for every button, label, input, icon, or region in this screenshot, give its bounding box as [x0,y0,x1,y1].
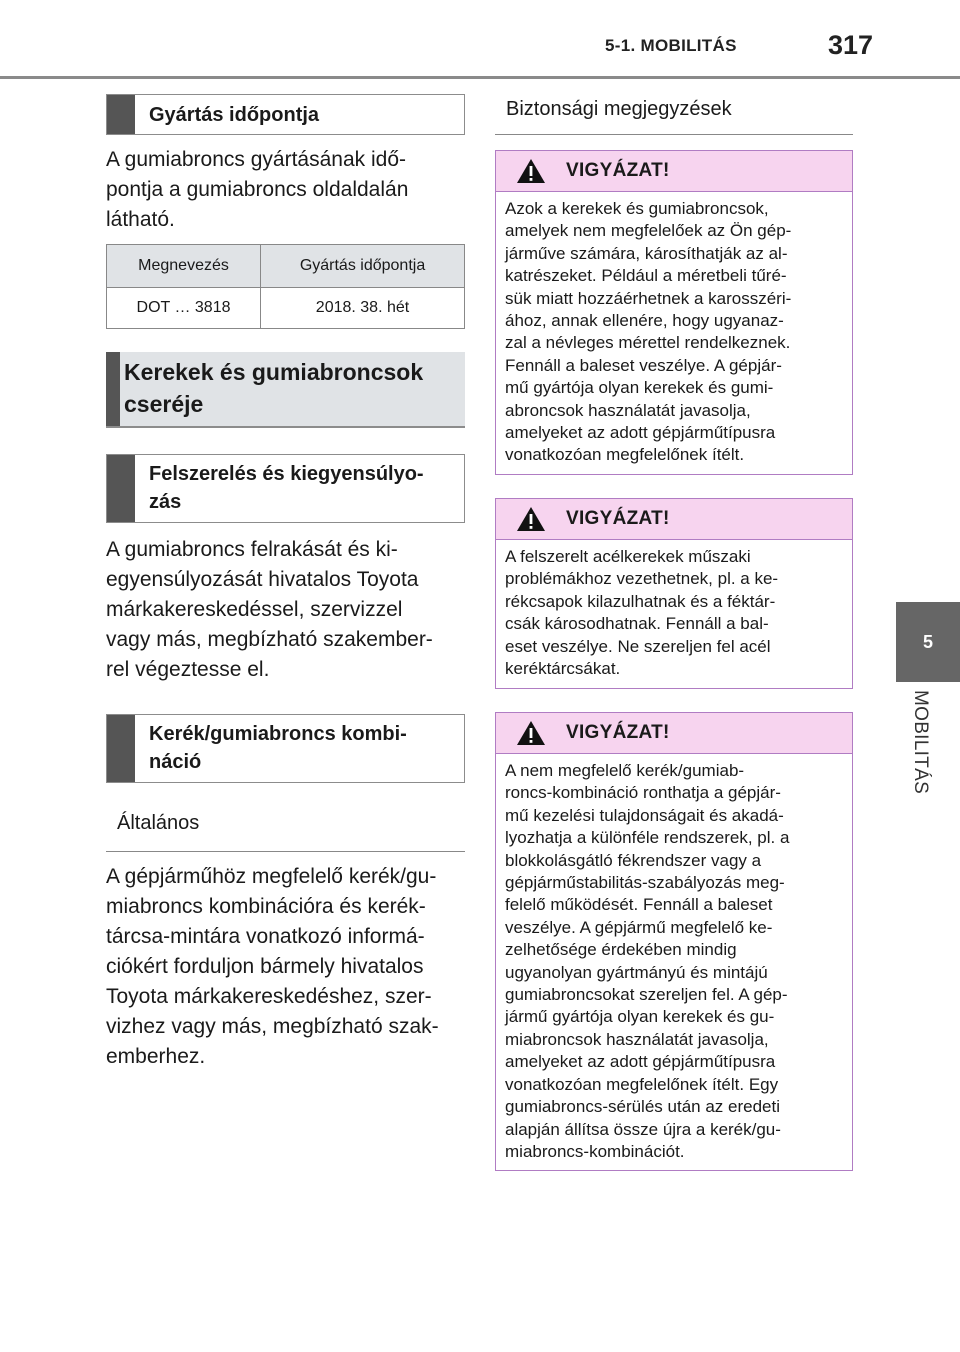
text-line: ugyanolyan gyártmányú és mintájú [505,962,768,982]
text-line: márkakereskedéssel, szervizzel [106,598,403,621]
heading-mounting [106,454,465,523]
text-line: miabroncs-kombinációt. [505,1141,685,1161]
chapter-label-text: MOBILITÁS [910,690,931,795]
text-line: veszélye. A gépjármű megfelelő ke- [505,917,773,937]
warning-body [496,754,852,1163]
heading-line: Kerekek és gumiabroncsok [124,359,424,385]
warning-box [495,498,853,689]
text-line: zelhetősége érdekében mindig [505,940,737,960]
text-line: vonatkozóan megfelelőnek ítélt. [505,445,745,465]
text-line: amelyeket az adott gépjárműtípusra [505,1052,776,1072]
table-cell: DOT … 3818 [107,288,261,329]
text-line: gumiabroncsokat szereljen fel. A gép- [505,985,788,1005]
text-line: amelyek nem megfelelőek az Ön gép- [505,221,792,241]
heading-text [135,455,434,522]
text-line: ciókért forduljon bármely hivatalos [106,955,424,978]
heading-line: Kerék/gumiabroncs kombi- [149,723,407,745]
section-title: 5-1. MOBILITÁS [605,36,737,55]
text-line: emberhez. [106,1045,206,1068]
text-line: miabroncs kombinációra és kerék- [106,895,426,918]
text-line: mű gyártója olyan kerekek és gumi- [505,378,774,398]
heading-line: Felszerelés és kiegyensúlyo- [149,463,424,485]
chapter-tab: 5 [896,602,960,682]
paragraph-manufacture [106,145,465,235]
heading-line: zás [149,491,182,513]
warning-triangle-icon [516,506,546,532]
text-line: felelő működését. Fennáll a baleset [505,895,773,915]
text-line: eset veszélye. Ne szereljen fel acél [505,636,771,656]
text-line: katrészeket. Például a méretbeli tűré- [505,266,787,286]
text-line: rékcsapok kilazulhatnak és a féktár- [505,591,776,611]
chapter-label [880,690,960,840]
text-line: zal a névleges mérettel rendelkeznek. [505,333,791,353]
warning-body [496,192,852,467]
dot-table [106,244,465,329]
text-line: A gumiabroncs felrakását és ki- [106,538,398,561]
warning-header [496,713,852,754]
text-line: tárcsa-mintára vonatkozó informá- [106,925,425,948]
warning-triangle-icon [516,720,546,746]
text-line: keréktárcsákat. [505,659,621,679]
text-line: A gépjárműhöz megfelelő kerék/gu- [106,865,437,888]
text-line: problémákhoz vezethetnek, pl. a ke- [505,569,779,589]
paragraph-combination [106,862,465,1072]
text-line: csák károsodhatnak. Fennáll a bal- [505,614,769,634]
header-rule [0,76,960,79]
text-line: lyozhatja a különféle rendszerek, pl. a [505,828,790,848]
table-header-cell: Megnevezés [107,245,261,288]
text-line: Toyota márkakereskedéshez, szer- [106,985,432,1008]
text-line: Azok a kerekek és gumiabroncsok, [505,199,769,218]
subheading-general: Általános [106,812,465,852]
text-line: járműve számára, károsíthatják az al- [505,243,788,263]
table-header-cell: Gyártás időpontja [261,245,465,288]
subheading-safety-notes: Biztonsági megjegyzések [495,98,853,135]
text-line: A felszerelt acélkerekek műszaki [505,547,751,566]
warning-title: VIGYÁZAT! [566,508,670,529]
text-line: abroncsok használatát javasolja, [505,400,751,420]
heading-bar [107,95,135,134]
text-line: A gumiabroncs gyártásának idő- [106,148,406,171]
text-line: ához, annak ellenére, hogy ugyanaz- [505,311,784,331]
table-header-row [107,245,465,288]
warning-box [495,712,853,1171]
warning-header [496,151,852,192]
text-line: látható. [106,208,175,231]
text-line: amelyeket az adott gépjárműtípusra [505,423,776,443]
text-line: vagy más, megbízható szakember- [106,628,433,651]
warning-box [495,150,853,475]
text-line: jármű gyártója olyan kerekek és gu- [505,1007,775,1027]
text-line: A nem megfelelő kerék/gumiab- [505,761,745,780]
heading-line: cseréje [124,391,204,417]
text-line: roncs-kombináció ronthatja a gépjár- [505,783,781,803]
heading-line: náció [149,751,202,773]
table-cell: 2018. 38. hét [261,288,465,329]
text-line: egyensúlyozását hivatalos Toyota [106,568,419,591]
text-line: sük miatt hozzáérhetnek a karosszéri- [505,288,792,308]
heading-text [120,352,433,426]
heading-bar [107,455,135,522]
warning-body [496,540,852,680]
paragraph-mounting [106,535,465,685]
text-line: pontja a gumiabroncs oldaldalán [106,178,409,201]
heading-manufacture-date [106,94,465,135]
warning-triangle-icon [516,158,546,184]
page-number: 317 [828,30,874,60]
heading-combination [106,714,465,783]
heading-text [135,715,417,782]
heading-text: Gyártás időpontja [149,104,320,126]
text-line: vonatkozóan megfelelőnek ítélt. Egy [505,1074,779,1094]
text-line: vizhez vagy más, megbízható szak- [106,1015,439,1038]
warning-title: VIGYÁZAT! [566,722,670,743]
text-line: blokkolásgátló fékrendszer vagy a [505,850,762,870]
warning-header [496,499,852,540]
text-line: gumiabroncs-sérülés után az eredeti [505,1097,780,1117]
heading-bar [107,715,135,782]
warning-title: VIGYÁZAT! [566,160,670,181]
text-line: rel végeztesse el. [106,658,270,681]
text-line: alapján állítsa össze újra a kerék/gu- [505,1119,781,1139]
text-line: Fennáll a baleset veszélye. A gépjár- [505,355,782,375]
text-line: miabroncsok használatát javasolja, [505,1029,769,1049]
text-line: mű kezelési tulajdonságait és akadá- [505,805,784,825]
text-line: gépjárműstabilitás-szabályozás meg- [505,873,785,893]
table-row [107,288,465,329]
heading-wheel-change [106,352,465,428]
heading-bar [106,352,120,426]
